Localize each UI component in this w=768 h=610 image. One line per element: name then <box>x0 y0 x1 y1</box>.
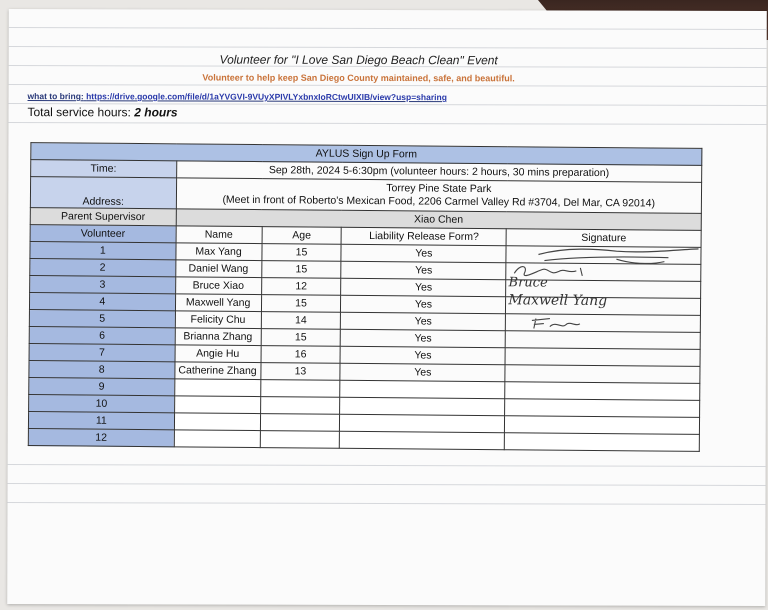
volunteer-number: 3 <box>30 276 176 294</box>
volunteer-name <box>174 413 260 431</box>
volunteer-age: 14 <box>261 312 341 330</box>
volunteer-number: 2 <box>30 259 176 277</box>
service-hours-value: 2 hours <box>134 105 178 120</box>
volunteer-name <box>174 379 260 397</box>
volunteer-age: 16 <box>261 346 341 364</box>
liability-form-status <box>340 380 505 398</box>
signature-cell <box>505 433 700 452</box>
time-label: Time: <box>31 160 177 178</box>
what-to-bring-label: what to bring: <box>27 91 84 102</box>
service-hours <box>27 105 177 119</box>
column-header-age: Age <box>262 227 342 245</box>
liability-form-status: Yes <box>341 329 506 347</box>
ruled-line <box>9 84 767 87</box>
volunteer-name: Catherine Zhang <box>174 362 260 380</box>
volunteer-number: 7 <box>29 344 175 362</box>
address-value <box>176 178 702 214</box>
ruled-line <box>8 464 766 467</box>
volunteer-name: Angie Hu <box>175 345 261 363</box>
ruled-line <box>7 502 765 505</box>
liability-form-status: Yes <box>341 295 506 313</box>
column-header-volunteer: Volunteer <box>30 225 176 243</box>
address-line-1: Torrey Pine State Park <box>386 182 492 196</box>
handwritten-signature <box>506 308 606 335</box>
volunteer-number: 11 <box>28 412 174 430</box>
volunteer-age: 15 <box>261 295 341 313</box>
volunteer-number: 10 <box>29 395 175 413</box>
liability-form-status: Yes <box>340 346 505 364</box>
volunteer-name: Bruce Xiao <box>175 277 261 295</box>
signature-cell <box>505 416 700 435</box>
volunteer-age <box>260 414 340 432</box>
sign-up-form-table <box>28 142 703 452</box>
volunteer-number: 1 <box>30 242 176 260</box>
signature-text: Bruce <box>508 275 548 291</box>
liability-form-status: Yes <box>340 363 505 381</box>
address-line-2: (Meet in front of Roberto's Mexican Food, 2206 Carmel Valley Rd #3704, Del Mar, CA 92014) <box>222 193 656 210</box>
liability-form-status: Yes <box>341 261 506 279</box>
volunteer-name: Daniel Wang <box>175 260 261 278</box>
time-value: Sep 28th, 2024 5-6:30pm (volunteer hours: 2 hours, 30 mins preparation) <box>176 161 702 183</box>
liability-form-status: Yes <box>341 244 506 262</box>
column-header-name: Name <box>176 226 262 244</box>
volunteer-age: 13 <box>260 363 340 381</box>
signature-cell <box>505 382 700 401</box>
liability-form-status <box>340 414 505 432</box>
ruled-line <box>9 27 767 30</box>
column-header-signature: Signature <box>506 229 701 248</box>
supervisor-label: Parent Supervisor <box>30 208 176 226</box>
volunteer-age: 15 <box>261 261 341 279</box>
volunteer-number: 4 <box>29 293 175 311</box>
what-to-bring <box>28 91 447 102</box>
volunteer-age <box>260 397 340 415</box>
volunteer-name: Felicity Chu <box>175 311 261 329</box>
volunteer-age: 15 <box>261 329 341 347</box>
volunteer-name: Brianna Zhang <box>175 328 261 346</box>
volunteer-number: 9 <box>29 378 175 396</box>
column-header-liability: Liability Release Form? <box>342 227 507 245</box>
form-title: AYLUS Sign Up Form <box>31 143 702 166</box>
volunteer-name: Max Yang <box>176 243 262 261</box>
service-hours-label: Total service hours: <box>27 105 131 120</box>
liability-form-status: Yes <box>341 312 506 330</box>
liability-form-status <box>340 397 505 415</box>
paper-sheet <box>7 9 767 606</box>
ruled-line <box>9 46 767 49</box>
volunteer-number: 8 <box>29 361 175 379</box>
event-title: Volunteer for "I Love San Diego Beach Clean" Event <box>219 52 498 68</box>
volunteer-number: 6 <box>29 327 175 345</box>
ruled-line <box>8 483 766 486</box>
ruled-line <box>8 122 766 125</box>
volunteer-age: 12 <box>261 278 341 296</box>
volunteer-age <box>260 431 340 449</box>
signature-text: Maxwell Yang <box>508 292 608 310</box>
liability-form-status <box>340 431 505 449</box>
volunteer-age <box>260 380 340 398</box>
signature-cell <box>506 314 701 333</box>
what-to-bring-link[interactable]: https://drive.google.com/file/d/1aYVGVI-9VUyXPIVLYxbnxIoRCtwUIXIB/view?usp=sharing <box>86 91 447 103</box>
signature-cell <box>505 348 700 367</box>
address-label: Address: <box>30 177 176 209</box>
volunteer-name: Maxwell Yang <box>175 294 261 312</box>
volunteer-number: 12 <box>28 429 174 447</box>
liability-form-status: Yes <box>341 278 506 296</box>
volunteer-age: 15 <box>262 244 342 262</box>
signature-cell <box>505 365 700 384</box>
supervisor-value: Xiao Chen <box>176 209 702 231</box>
volunteer-name <box>174 430 260 448</box>
volunteer-number: 5 <box>29 310 175 328</box>
event-subtitle: Volunteer to help keep San Diego County maintained, safe, and beautiful. <box>202 72 515 84</box>
volunteer-name <box>174 396 260 414</box>
signature-cell <box>505 399 700 418</box>
